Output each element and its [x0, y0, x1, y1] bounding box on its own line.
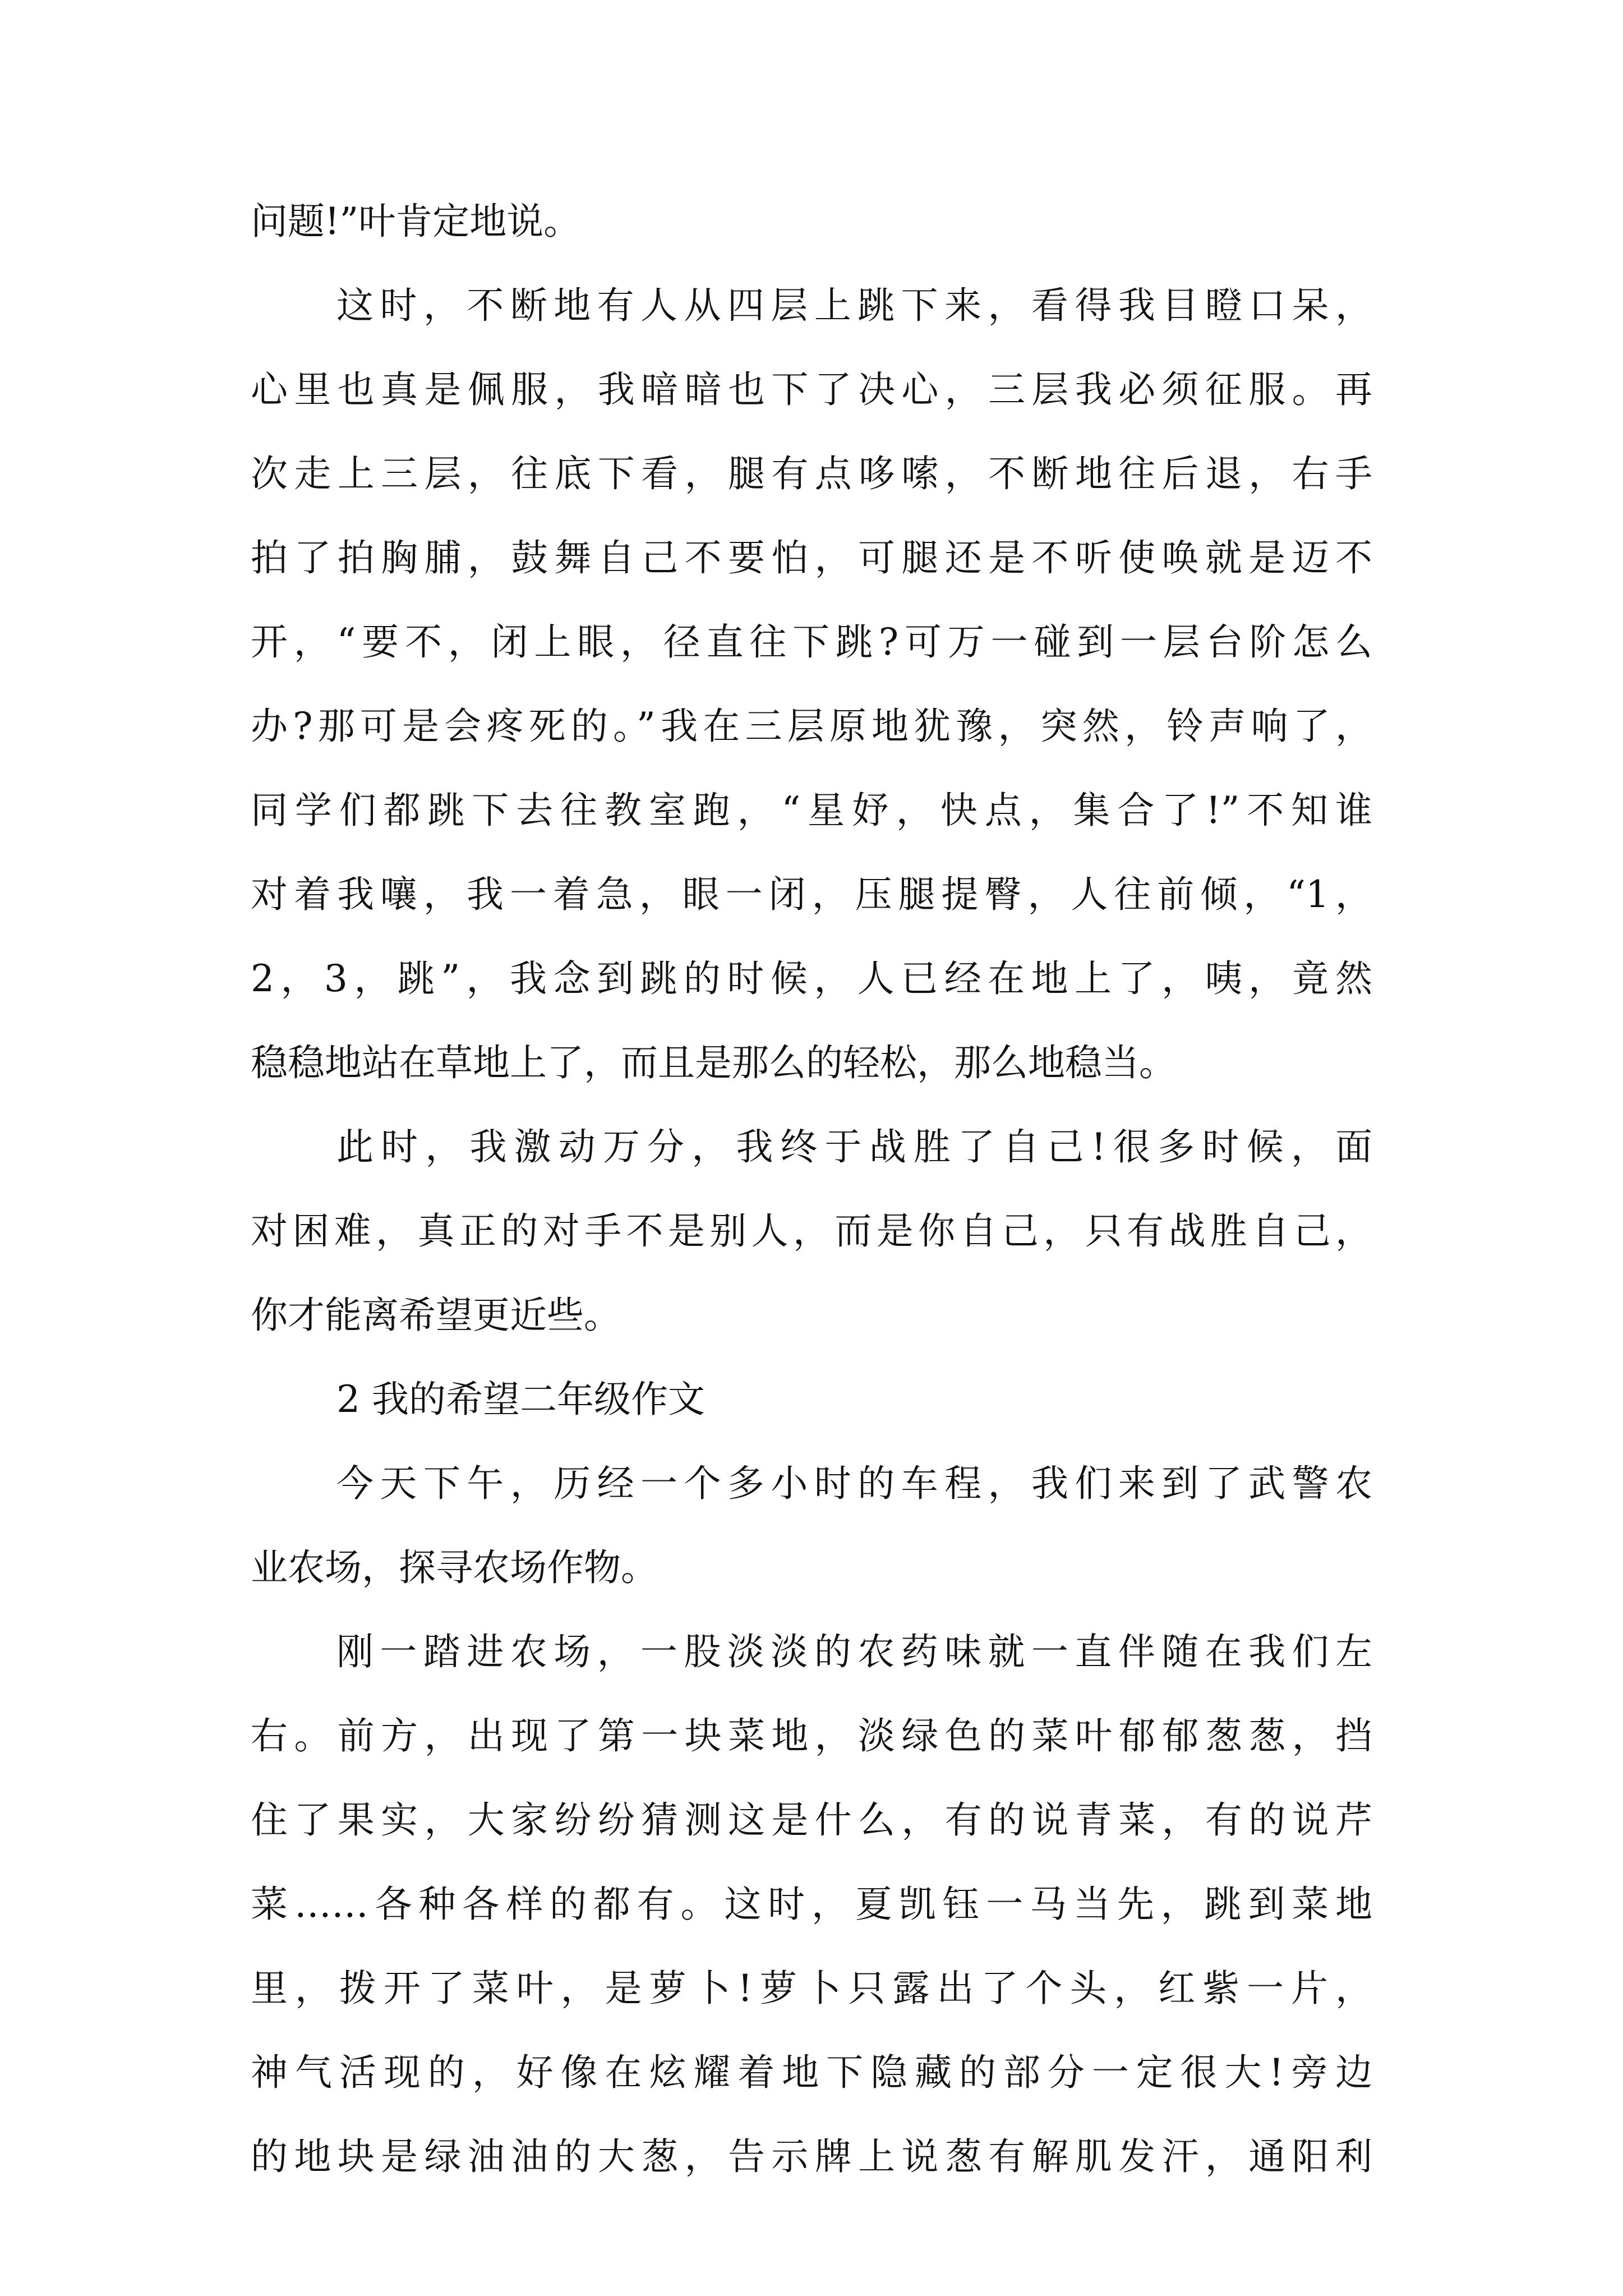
text-line: 问题!”叶肯定地说。: [251, 200, 581, 243]
text-line: 心里也真是佩服，我暗暗也下了决心，三层我必须征服。再: [251, 368, 1372, 411]
text-line: 的地块是绿油油的大葱，告示牌上说葱有解肌发汗，通阳利: [251, 2135, 1372, 2178]
text-line: 里，拨开了菜叶，是萝卜!萝卜只露出了个头，红紫一片，: [251, 1967, 1372, 2010]
text-line: 拍了拍胸脯，鼓舞自己不要怕，可腿还是不听使唤就是迈不: [251, 536, 1372, 579]
text-line: 神气活现的，好像在炫耀着地下隐藏的部分一定很大!旁边: [251, 2051, 1372, 2094]
text-line: 业农场，探寻农场作物。: [251, 1546, 658, 1589]
text-line: 2，3，跳”，我念到跳的时候，人已经在地上了，咦，竟然: [251, 957, 1372, 1000]
text-line: 右。前方，出现了第一块菜地，淡绿色的菜叶郁郁葱葱，挡: [251, 1714, 1372, 1757]
text-line: 办?那可是会疼死的。”我在三层原地犹豫，突然，铃声响了，: [251, 705, 1372, 748]
text-line: 对着我嚷，我一着急，眼一闭，压腿提臀，人往前倾，“1，: [251, 873, 1372, 916]
text-line: 同学们都跳下去往教室跑，“星妤，快点，集合了!”不知谁: [251, 789, 1372, 832]
text-line: 开，“要不，闭上眼，径直往下跳?可万一碰到一层台阶怎么: [251, 620, 1372, 664]
section-heading: 2 我的希望二年级作文: [336, 1378, 705, 1421]
text-line: 对困难，真正的对手不是别人，而是你自己，只有战胜自己，: [251, 1209, 1372, 1253]
paragraph-first-line: 此时，我激动万分，我终于战胜了自己!很多时候，面: [336, 1125, 1372, 1168]
text-line: 住了果实，大家纷纷猜测这是什么，有的说青菜，有的说芹: [251, 1798, 1372, 1842]
paragraph-first-line: 这时，不断地有人从四层上跳下来，看得我目瞪口呆，: [336, 284, 1372, 327]
text-line: 次走上三层，往底下看，腿有点哆嗦，不断地往后退，右手: [251, 452, 1372, 495]
paragraph-first-line: 刚一踏进农场，一股淡淡的农药味就一直伴随在我们左: [336, 1630, 1372, 1673]
text-line: 你才能离希望更近些。: [251, 1294, 621, 1337]
paragraph-first-line: 今天下午，历经一个多小时的车程，我们来到了武警农: [336, 1462, 1372, 1505]
text-line: 稳稳地站在草地上了，而且是那么的轻松，那么地稳当。: [251, 1041, 1176, 1084]
text-line: 菜……各种各样的都有。这时，夏凯钰一马当先，跳到菜地: [251, 1883, 1372, 1926]
